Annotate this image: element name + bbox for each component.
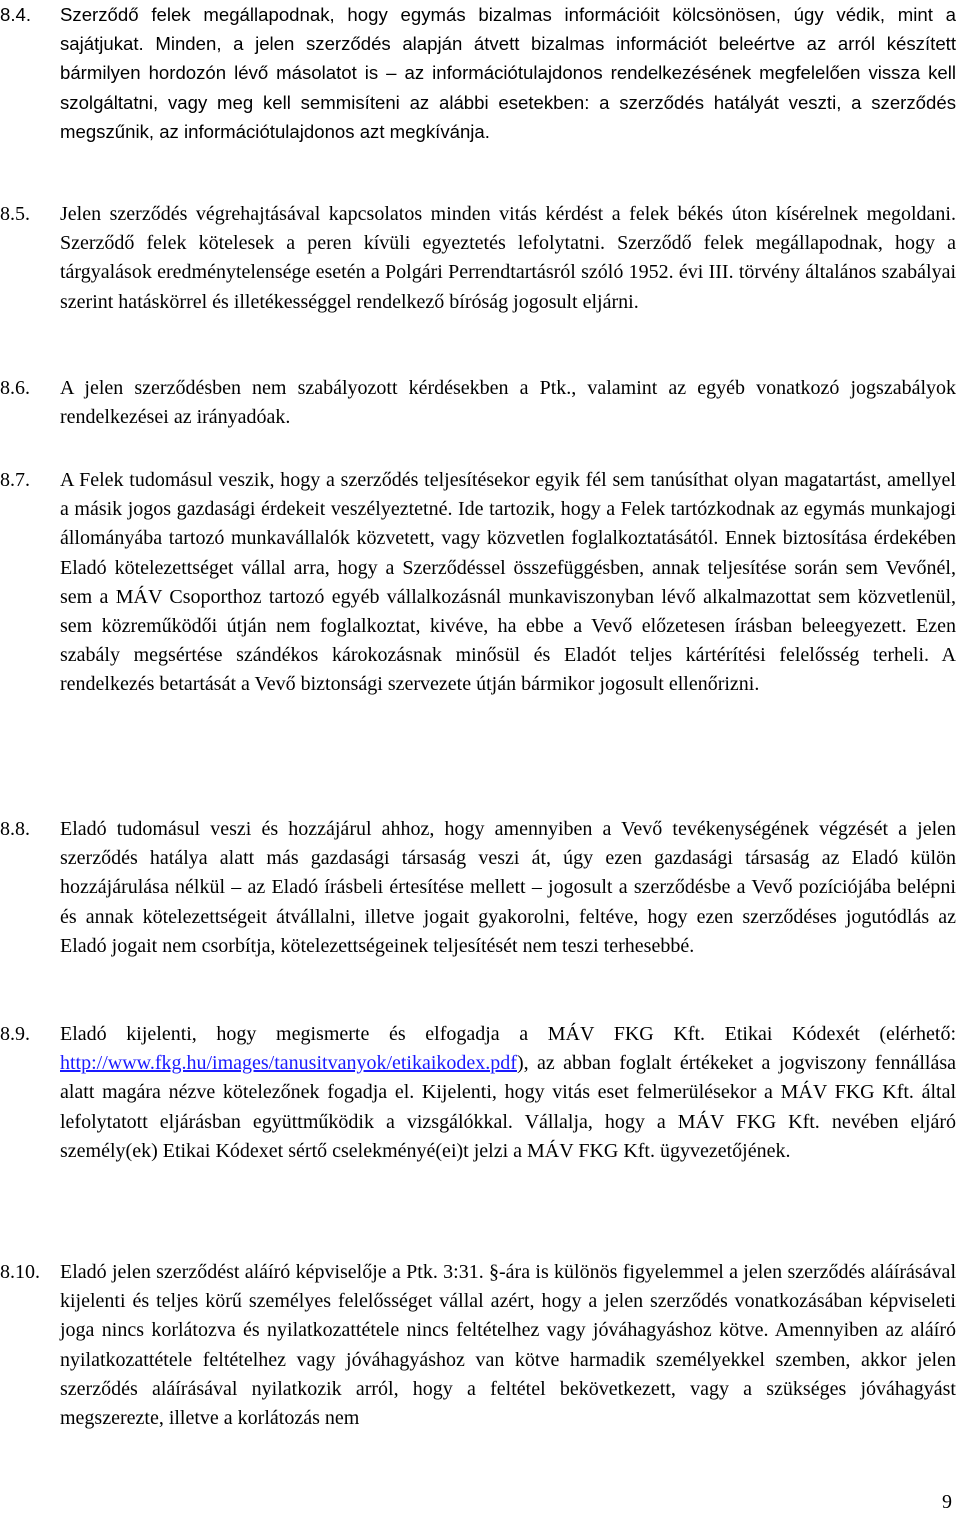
section-number: 8.4. [0, 4, 32, 25]
section-text: Eladó tudomásul veszi és hozzájárul ahhoz, hogy amennyiben a Vevő tevékenységének végzését a jelen szerződés hatálya alatt más gazdasági társaság veszi át, úgy ezen gazdasági társaság az Eladó külön hozzájárulása nélkül – az Eladó írásbeli értesítése mellett – jogosult a szerződésbe a Vevő pozíciójába belépni és annak kötelezettségeit átvállalni, illetve jogait gyakorolni, feltéve, hogy ezen szerződéses jogutódlás az Eladó jogait nem csorbítja, kötelezettségeinek teljesítését nem teszi terhesebbé. [60, 818, 956, 957]
section-text: Szerződő felek megállapodnak, hogy egymás bizalmas információit kölcsönösen, úgy védik, mint a sajátjukat. Minden, a jelen szerződés alapján átvett bizalmas információt beleértve az arról készített bármilyen hordozón lévő másolatot is – az információtulajdonos rendelkezésének megfelelően vissza kell szolgáltatni, vagy meg kell semmisíteni az alábbi esetekben: a szerződés hatályát veszti, a szerződés megszűnik, az információtulajdonos azt megkívánja. [60, 4, 956, 142]
section-text: A Felek tudomásul veszik, hogy a szerződés teljesítésekor egyik fél sem tanúsíthat olyan magatartást, amellyel a másik jogos gazdasági érdekeit veszélyeztetné. Ide tartozik, hogy a Felek tartózkodnak az egymás munkajogi állományába tartozó munkavállalók közvetett, vagy közvetlen foglalkoztatásától. Ennek biztosítása érdekében Eladó kötelezettséget vállal arra, hogy a Szerződéssel összefüggésben, annak teljesítése során sem Vevőnél, sem a MÁV Csoporthoz tartozó egyéb vállalkozásnál munkaviszonyban lévő alkalmazottat sem közvetlenül, sem közreműködői útján nem foglalkoztat, kivéve, ha ebbe a Vevő előzetesen írásban beleegyezett. Ezen szabály megsértése szándékos károkozásnak minősül és Eladót teljes kártérítési felelősség terheli. A rendelkezés betartását a Vevő biztonsági szervezete útján bármikor jogosult ellenőrizni. [60, 469, 956, 696]
section-number: 8.9. [0, 1023, 30, 1045]
section-text: Eladó jelen szerződést aláíró képviselője a Ptk. 3:31. §-ára is különös figyelemmel a jelen szerződés aláírásával kijelenti és teljes körű személyes felelősséget vállal azért, hogy a jelen szerződés vonatkozásában képviseleti joga nincs korlátozva és nyilatkozattétele nincs feltételhez vagy jóváhagyáshoz kötve. Amennyiben az aláíró nyilatkozattétele feltételhez vagy jóváhagyáshoz van kötve harmadik személyekkel szemben, akkor jelen szerződés aláírásával nyilatkozik arról, hogy a feltétel bekövetkezett, vagy a szükséges jóváhagyást megszerezte, illetve a korlátozás nem [60, 1261, 956, 1430]
section-number: 8.10. [0, 1261, 40, 1283]
section-text: Jelen szerződés végrehajtásával kapcsolatos minden vitás kérdést a felek békés úton kísérelnek megoldani. Szerződő felek kötelesek a peren kívüli egyeztetés lefolytatni. Szerződő felek megállapodnak, hogy a tárgyalások eredménytelensége esetén a Polgári Perrendtartásról szóló 1952. évi III. törvény általános szabályai szerint hatáskörrel és illetékességgel rendelkező bíróság jogosult eljárni. [60, 203, 956, 313]
page-number: 9 [942, 1491, 952, 1513]
section-number: 8.8. [0, 818, 30, 840]
section-text [60, 1020, 956, 1166]
section-text: A jelen szerződésben nem szabályozott kérdésekben a Ptk., valamint az egyéb vonatkozó jogszabályok rendelkezései az irányadóak. [60, 377, 956, 429]
section-number: 8.5. [0, 203, 30, 225]
etikai-kodex-link[interactable]: http://www.fkg.hu/images/tanusitvanyok/etikaikodex.pdf [60, 1052, 517, 1075]
section-text-before-link: Eladó kijelenti, hogy megismerte és elfogadja a MÁV FKG Kft. Etikai Kódexét (elérhető: [60, 1023, 956, 1045]
section-text-after-link: ), az abban foglalt értékeket a jogviszony fennállása alatt magára nézve kötelezőnek fogadja el. Kijelenti, hogy vitás eset felmerülésekor a MÁV FKG Kft. által lefolytatott eljárásban együttműködik a vizsgálókkal. Vállalja, hogy a MÁV FKG Kft. nevében eljáró személy(ek) Etikai Kódexet sértő cselekményé(ei)t jelzi a MÁV FKG Kft. ügyvezetőjének. [60, 1052, 956, 1162]
section-number: 8.6. [0, 377, 30, 399]
section-number: 8.7. [0, 469, 30, 491]
